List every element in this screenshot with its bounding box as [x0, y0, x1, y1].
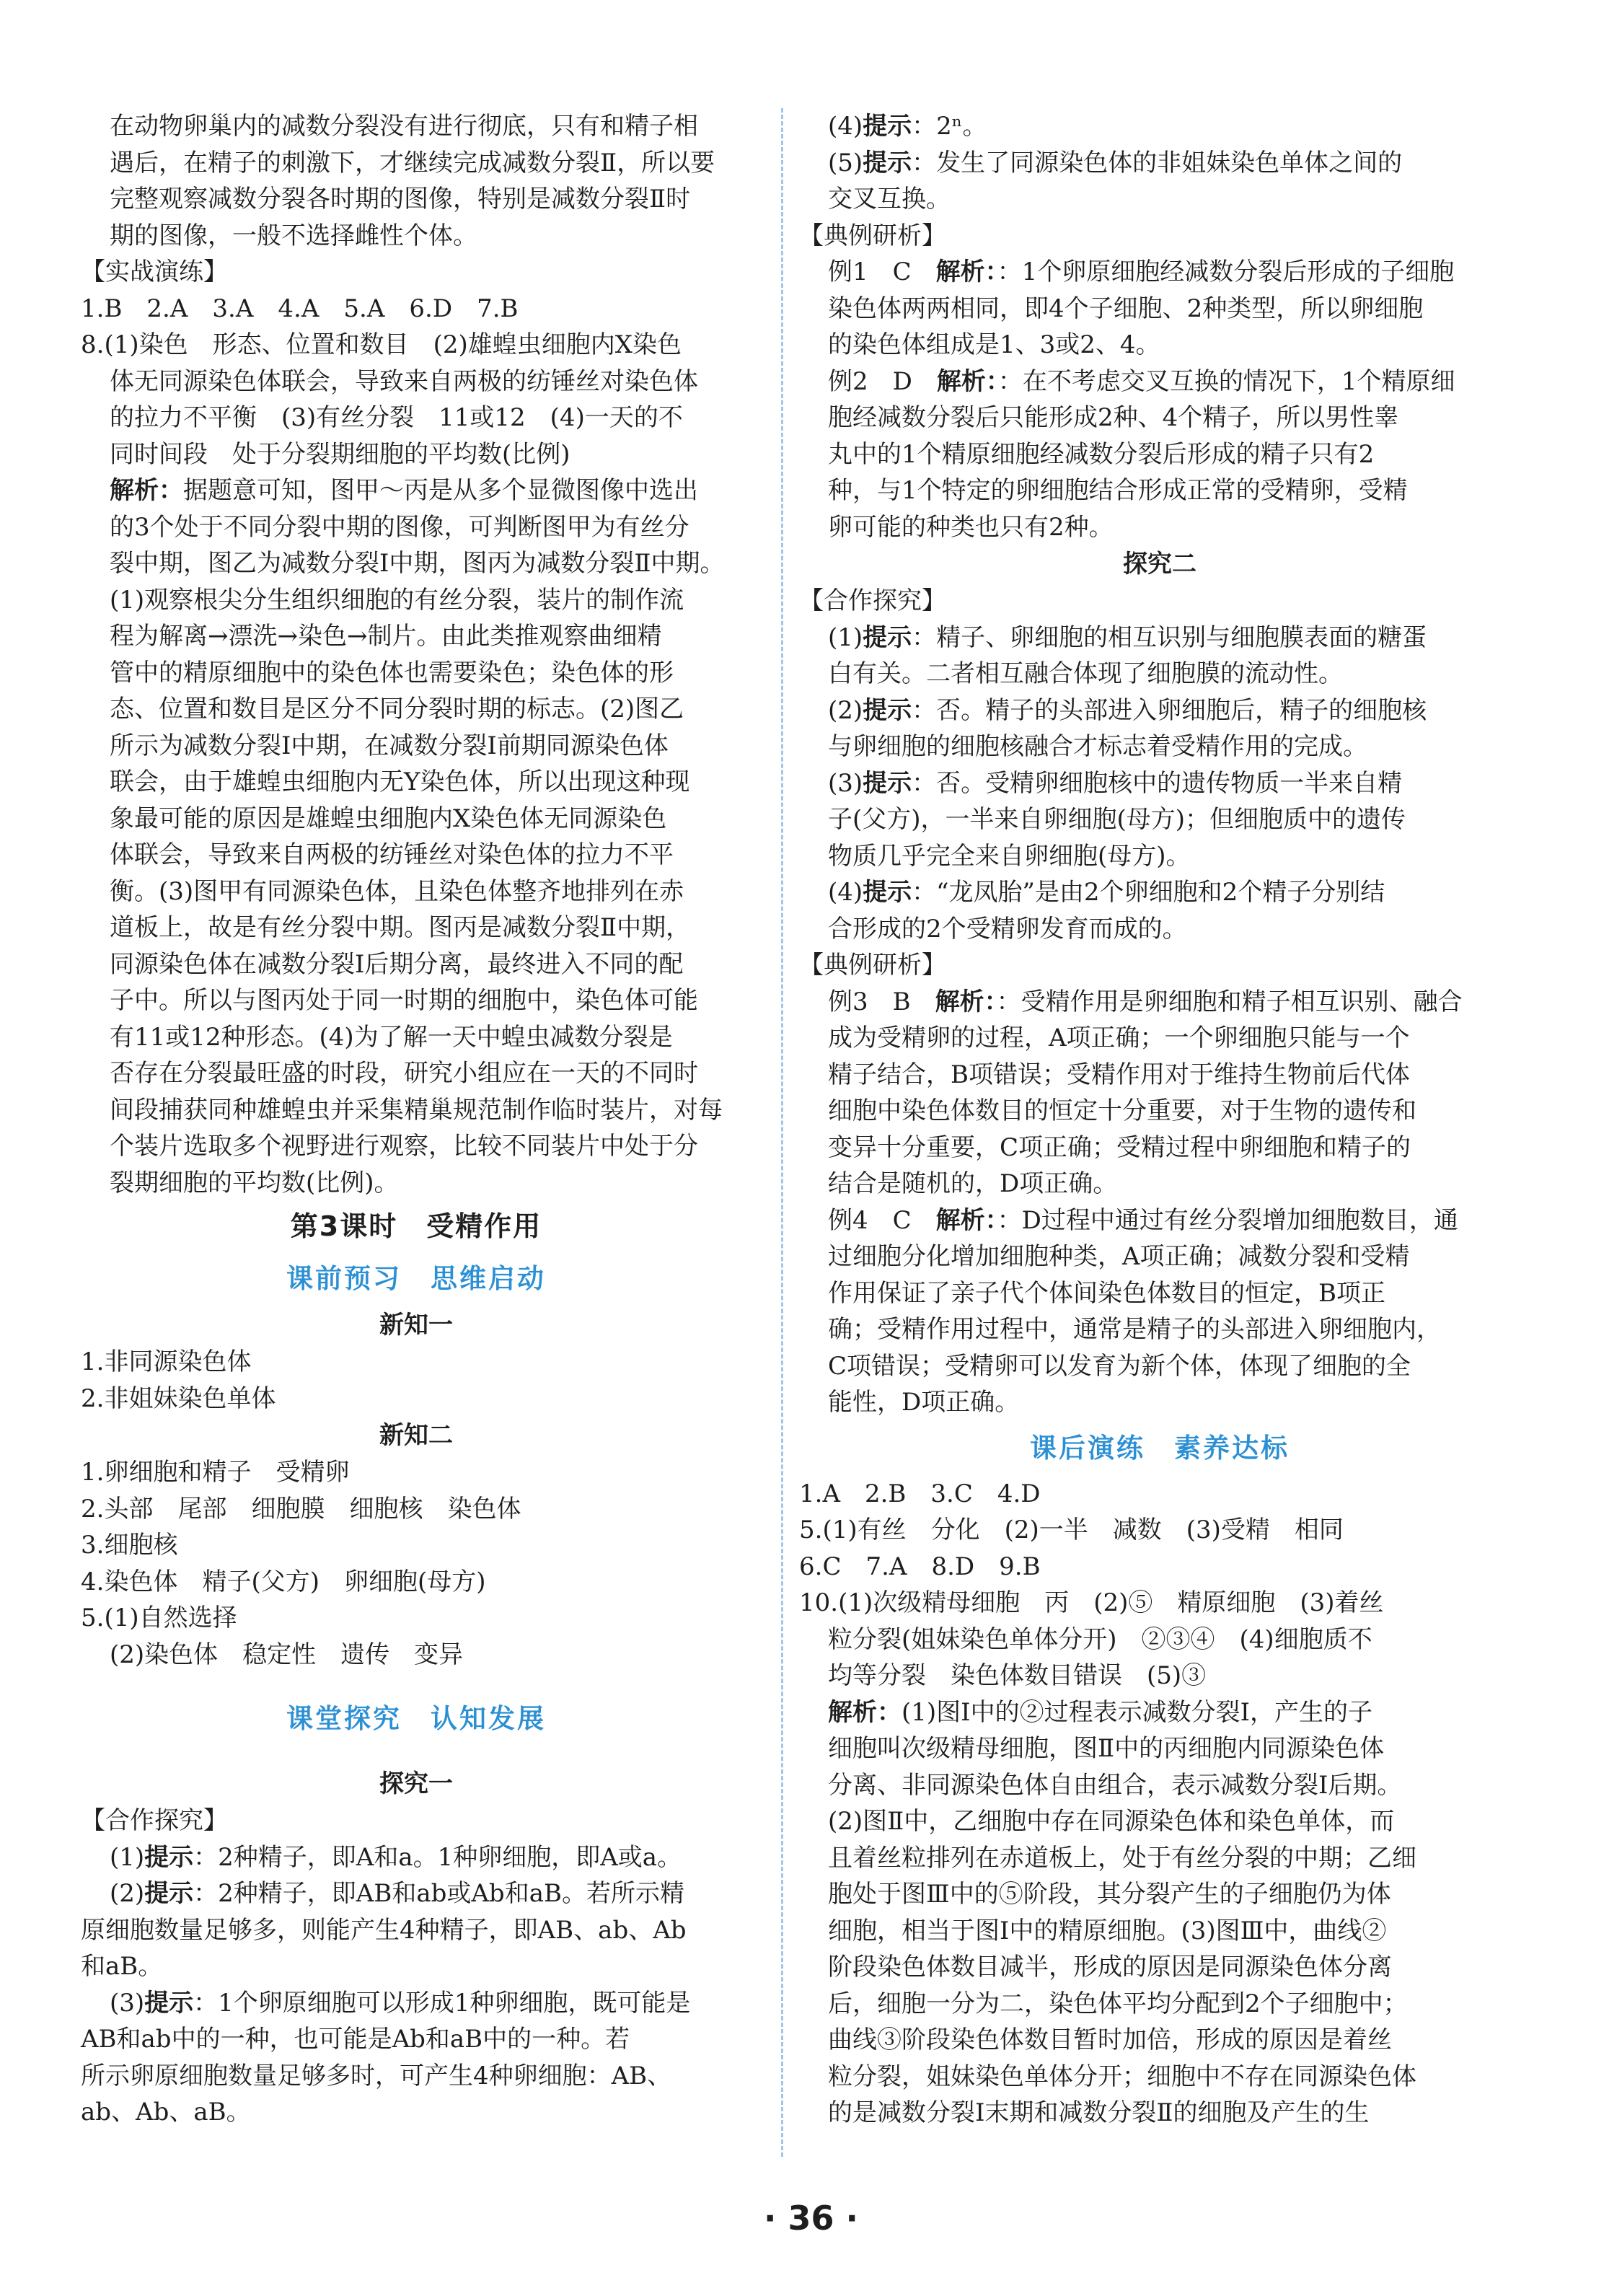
example-line: 例2 D 解析：：在不考虑交叉互换的情况下，1个精原细 [828, 366, 1455, 396]
hezuo-line: 所示卵原细胞数量足够多时，可产生4种卵细胞：AB、 [81, 2061, 672, 2090]
hezuo-heading: 【合作探究】 [81, 1806, 228, 1835]
example-line: C项错误；受精卵可以发育为新个体，体现了细胞的全 [828, 1351, 1411, 1381]
q10-jiexi-line: 细胞叫次级精母细胞，图Ⅱ中的丙细胞内同源染色体 [828, 1734, 1385, 1763]
hezuo-line: 原细胞数量足够多，则能产生4种精子，即AB、ab、Ab [81, 1915, 687, 1945]
hezuo-line: (4)提示：“龙凤胎”是由2个卵细胞和2个精子分别结 [828, 878, 1385, 907]
section-banner: 课前预习 思维启动 [286, 1263, 546, 1294]
xinzhi-item: 2.头部 尾部 细胞膜 细胞核 染色体 [81, 1494, 521, 1523]
hezuo-line: 子(父方)，一半来自卵细胞(母方)；但细胞质中的遗传 [828, 805, 1406, 834]
q10-jiexi-line: 胞处于图Ⅲ中的⑤阶段，其分裂产生的子细胞仍为体 [828, 1880, 1391, 1909]
xinzhi-item: 2.非姐妹染色单体 [81, 1384, 276, 1413]
q10-jiexi-line: 后，细胞一分为二，染色体平均分配到2个子细胞中； [828, 1989, 1408, 2018]
q8-jiexi-line: 态、位置和数目是区分不同分裂时期的标志。(2)图乙 [110, 695, 684, 723]
intro-line: 期的图像，一般不选择雌性个体。 [110, 221, 477, 250]
hezuo-line: 物质几乎完全来自卵细胞(母方)。 [828, 841, 1191, 871]
q10-jiexi-line: 粒分裂，姐妹染色单体分开；细胞中不存在同源染色体 [828, 2062, 1416, 2091]
xinzhi-item: (2)染色体 稳定性 遗传 变异 [110, 1640, 464, 1669]
q10-line: 粒分裂(姐妹染色单体分开) ②③④ (4)细胞质不 [828, 1624, 1372, 1654]
hezuo-line: 和aB。 [81, 1952, 163, 1981]
hezuo-line: 与卵细胞的细胞核融合才标志着受精作用的完成。 [828, 732, 1367, 761]
section-banner: 课堂探究 认知发展 [286, 1703, 546, 1734]
example-line: 染色体两两相同，即4个子细胞、2种类型，所以卵细胞 [828, 294, 1424, 323]
dianli-heading: 【典例研析】 [799, 221, 946, 250]
q8-line: 8.(1)染色 形态、位置和数目 (2)雄蝗虫细胞内X染色 [81, 330, 682, 359]
lesson-title: 第3课时 受精作用 [290, 1210, 542, 1242]
intro-line: 在动物卵巢内的减数分裂没有进行彻底，只有和精子相 [110, 112, 698, 141]
example-line: 例1 C 解析：：1个卵原细胞经减数分裂后形成的子细胞 [828, 258, 1455, 286]
q8-jiexi-line: 所示为减数分裂Ⅰ中期，在减数分裂Ⅰ前期同源染色体 [110, 731, 669, 760]
example-line: 确；受精作用过程中，通常是精子的头部进入卵细胞内， [828, 1315, 1441, 1344]
example-line: 卵可能的种类也只有2种。 [828, 512, 1114, 542]
q8-jiexi-line: 象最可能的原因是雄蝗虫细胞内X染色体无同源染色 [110, 804, 667, 833]
xinzhi-item: 3.细胞核 [81, 1531, 178, 1560]
q8-jiexi-line: 间段捕获同种雄蝗虫并采集精巢规范制作临时装片，对每 [110, 1095, 723, 1125]
right-column [799, 108, 1520, 2132]
hezuo-line: (2)提示：否。精子的头部进入卵细胞后，精子的细胞核 [828, 695, 1427, 725]
hezuo-line: (5)提示：发生了同源染色体的非姐妹染色单体之间的 [828, 148, 1403, 177]
kehou-answer: 5.(1)有丝 分化 (2)一半 减数 (3)受精 相同 [799, 1516, 1344, 1544]
xinzhi-item: 1.卵细胞和精子 受精卵 [81, 1458, 350, 1487]
q10-jiexi-line: 阶段染色体数目减半，形成的原因是同源染色体分离 [828, 1953, 1392, 1981]
example-line: 例3 B 解析：：受精作用是卵细胞和精子相互识别、融合 [828, 987, 1463, 1016]
xinzhi-item: 4.染色体 精子(父方) 卵细胞(母方) [81, 1567, 486, 1596]
q8-jiexi-line: 道板上，故是有丝分裂中期。图丙是减数分裂Ⅱ中期， [110, 913, 691, 942]
jiexi-label: 解析： [110, 476, 183, 505]
q8-jiexi-line: 个装片选取多个视野进行观察，比较不同装片中处于分 [110, 1132, 698, 1161]
q10-jiexi-line: 的是减数分裂Ⅰ末期和减数分裂Ⅱ的细胞及产生的生 [828, 2098, 1370, 2127]
hezuo-line: (1)提示：精子、卵细胞的相互识别与细胞膜表面的糖蛋 [828, 623, 1427, 652]
example-line: 成为受精卵的过程，A项正确；一个卵细胞只能与一个 [828, 1024, 1410, 1052]
example-line: 细胞中染色体数目的恒定十分重要，对于生物的遗传和 [828, 1096, 1416, 1125]
hezuo-line: (1)提示：2种精子，即A和a。1种卵细胞，即A或a。 [110, 1842, 682, 1872]
kehou-answer: 6.C 7.A 8.D 9.B [799, 1552, 1041, 1581]
q8-jiexi-line: 子中。所以与图丙处于同一时期的细胞中，染色体可能 [110, 986, 698, 1015]
example-line: 过细胞分化增加细胞种类，A项正确；减数分裂和受精 [828, 1242, 1410, 1271]
xinzhi-title: 新知一 [379, 1311, 453, 1340]
hezuo-heading: 【合作探究】 [799, 586, 946, 615]
q10-line: 均等分裂 染色体数目错误 (5)③ [828, 1661, 1207, 1690]
tanjiu-title: 探究二 [1123, 550, 1196, 579]
q8-jiexi-line: 的3个处于不同分裂中期的图像，可判断图甲为有丝分 [110, 512, 689, 542]
q8-jiexi-line: 裂中期，图乙为减数分裂Ⅰ中期，图丙为减数分裂Ⅱ中期。 [110, 549, 725, 578]
q8-jiexi-line: (1)观察根尖分生组织细胞的有丝分裂，装片的制作流 [110, 585, 684, 615]
q8-jiexi-line: 联会，由于雄蝗虫细胞内无Y染色体，所以出现这种现 [110, 767, 690, 796]
kehou-answer: 1.A 2.B 3.C 4.D [799, 1479, 1041, 1508]
example-line: 种，与1个特定的卵细胞结合形成正常的受精卵，受精 [828, 476, 1408, 505]
xinzhi-title: 新知二 [379, 1421, 453, 1450]
q10-jiexi-line: 且着丝粒排列在赤道板上，处于有丝分裂的中期；乙细 [828, 1843, 1416, 1873]
example-line: 结合是随机的，D项正确。 [828, 1169, 1118, 1198]
example-line: 丸中的1个精原细胞经减数分裂后形成的精子只有2 [828, 439, 1375, 469]
intro-line: 完整观察减数分裂各时期的图像，特别是减数分裂Ⅱ时 [110, 185, 691, 214]
q8-jiexi-line: 同源染色体在减数分裂Ⅰ后期分离，最终进入不同的配 [110, 949, 684, 979]
q8-line: 的拉力不平衡 (3)有丝分裂 11或12 (4)一天的不 [110, 403, 683, 432]
q8-jiexi-line: 管中的精原细胞中的染色体也需要染色；染色体的形 [110, 658, 674, 687]
intro-line: 遇后，在精子的刺激下，才继续完成减数分裂Ⅱ，所以要 [110, 148, 715, 177]
hezuo-line: 白有关。二者相互融合体现了细胞膜的流动性。 [828, 659, 1343, 688]
q10-jiexi-line: 曲线③阶段染色体数目暂时加倍，形成的原因是着丝 [828, 2026, 1392, 2054]
hezuo-line: AB和ab中的一种，也可能是Ab和aB中的一种。若 [81, 2025, 630, 2054]
hezuo-line: (4)提示：2ⁿ。 [828, 112, 987, 141]
q8-jiexi-line: 裂期细胞的平均数(比例)。 [110, 1168, 399, 1197]
hezuo-line: 合形成的2个受精卵发育而成的。 [828, 914, 1187, 944]
example-line: 胞经减数分裂后只能形成2种、4个精子，所以男性睾 [828, 403, 1399, 432]
q8-line: 同时间段 处于分裂期细胞的平均数(比例) [110, 439, 570, 469]
q10-jiexi-line: 解析：(1)图Ⅰ中的②过程表示减数分裂Ⅰ，产生的子 [828, 1697, 1373, 1727]
column-divider [781, 108, 783, 2157]
hezuo-line: (2)提示：2种精子，即AB和ab或Ab和aB。若所示精 [110, 1879, 684, 1908]
hezuo-line: (3)提示：1个卵原细胞可以形成1种卵细胞，既可能是 [110, 1988, 691, 2018]
q8-jiexi-line: 程为解离→漂洗→染色→制片。由此类推观察曲细精 [110, 622, 662, 651]
page-number: · 36 · [764, 2199, 858, 2238]
section-banner: 课后演练 素养达标 [1030, 1432, 1290, 1464]
q10-jiexi-line: (2)图Ⅱ中，乙细胞中存在同源染色体和染色单体，而 [828, 1807, 1395, 1836]
hezuo-line: (3)提示：否。受精卵细胞核中的遗传物质一半来自精 [828, 768, 1403, 798]
q8-jiexi-line: 衡。(3)图甲有同源染色体，且染色体整齐地排列在赤 [110, 876, 684, 906]
q10-jiexi-line: 分离、非同源染色体自由组合，表示减数分裂Ⅰ后期。 [828, 1770, 1402, 1800]
xinzhi-item: 1.非同源染色体 [81, 1347, 252, 1376]
q10-line: 10.(1)次级精母细胞 丙 (2)⑤ 精原细胞 (3)着丝 [799, 1588, 1384, 1617]
example-line: 的染色体组成是1、3或2、4。 [828, 330, 1160, 359]
dianli-heading: 【典例研析】 [799, 951, 946, 980]
tanjiu-title: 探究一 [379, 1769, 453, 1798]
example-line: 变异十分重要，C项正确；受精过程中卵细胞和精子的 [828, 1132, 1411, 1162]
q8-jiexi-line: 体联会，导致来自两极的纺锤丝对染色体的拉力不平 [110, 840, 674, 869]
q10-jiexi-line: 细胞，相当于图Ⅰ中的精原细胞。(3)图Ⅲ中，曲线② [828, 1916, 1387, 1945]
xinzhi-item: 5.(1)自然选择 [81, 1604, 237, 1632]
hezuo-line: ab、Ab、aB。 [81, 2098, 251, 2126]
q8-line: 体无同源染色体联会，导致来自两极的纺锤丝对染色体 [110, 366, 698, 396]
example-line: 能性，D项正确。 [828, 1388, 1020, 1417]
shizhan-heading: 【实战演练】 [81, 258, 228, 286]
q8-jiexi-line: 解析：据题意可知，图甲～丙是从多个显微图像中选出 [110, 476, 698, 505]
q8-jiexi-line: 有11或12种形态。(4)为了解一天中蝗虫减数分裂是 [110, 1022, 673, 1052]
example-line: 作用保证了亲子代个体间染色体数目的恒定，B项正 [828, 1278, 1385, 1308]
hezuo-line: 交叉互换。 [828, 185, 951, 214]
left-column [81, 108, 752, 2131]
q8-jiexi-line: 否存在分裂最旺盛的时段，研究小组应在一天的不同时 [110, 1059, 698, 1088]
example-line: 精子结合，B项错误；受精作用对于维持生物前后代体 [828, 1060, 1410, 1089]
shizhan-answers: 1.B 2.A 3.A 4.A 5.A 6.D 7.B [81, 294, 519, 323]
example-line: 例4 C 解析：：D过程中通过有丝分裂增加细胞数目，通 [828, 1205, 1458, 1235]
